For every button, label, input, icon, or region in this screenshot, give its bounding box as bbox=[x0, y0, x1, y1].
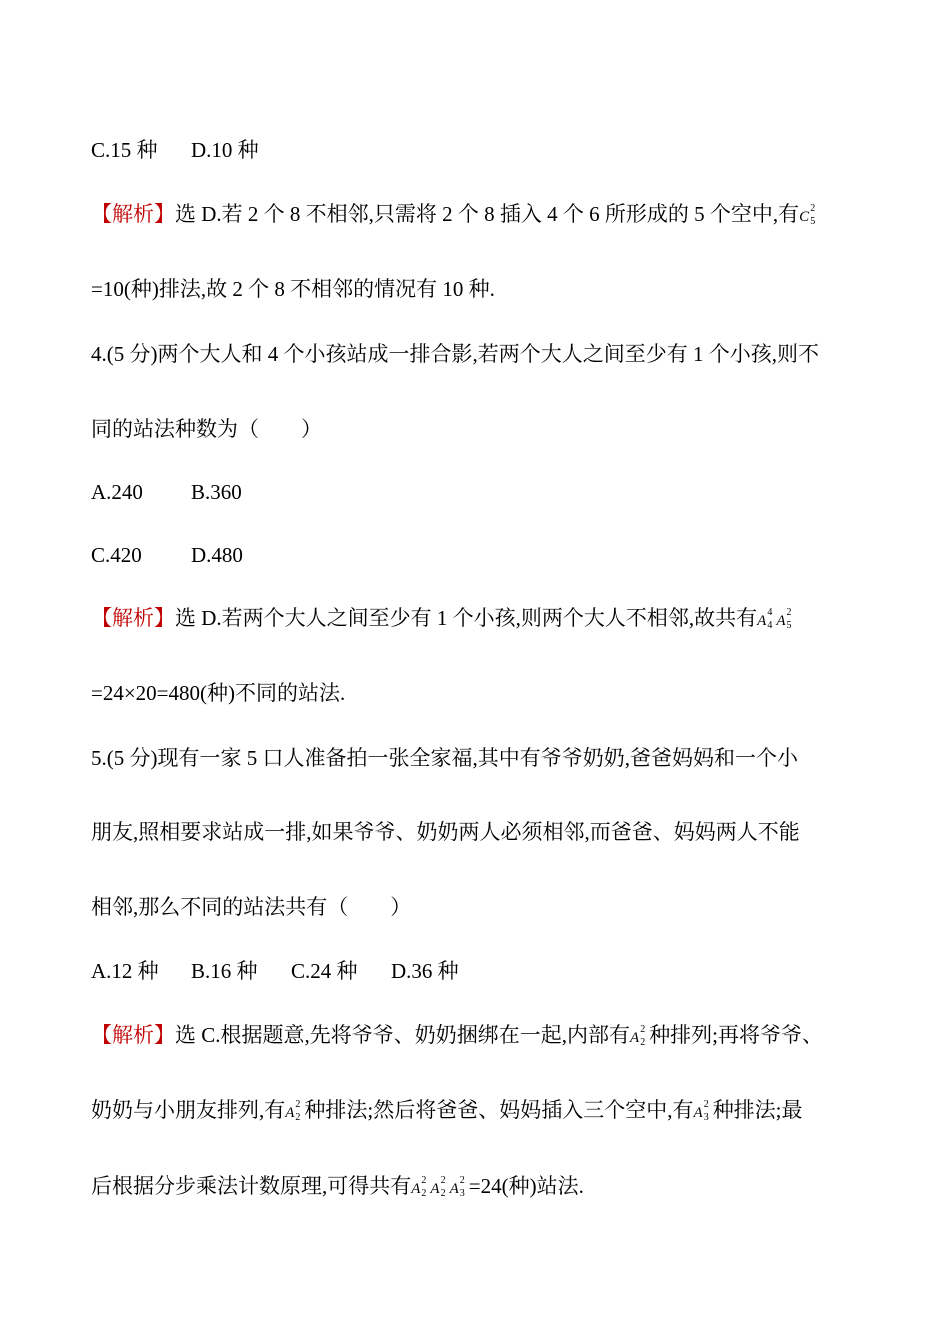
q5-answer-text-2b: 种排法;然后将爸爸、妈妈插入三个空中,有 bbox=[304, 1098, 694, 1122]
q5-option-b: B.16 种 bbox=[191, 959, 258, 983]
q5-math-a32-2: A 2 3 bbox=[449, 1175, 465, 1199]
q5-answer-line-1 bbox=[91, 1021, 823, 1052]
q5-answer-line-2 bbox=[91, 1096, 803, 1127]
q4-answer-line-2: =24×20=480(种)不同的站法. bbox=[91, 681, 346, 705]
q4-answer-tag: 【解析】 bbox=[91, 606, 175, 630]
q5-answer-tag: 【解析】 bbox=[91, 1023, 175, 1047]
q4-option-d: D.480 bbox=[191, 543, 243, 567]
q3-answer-text-1: 选 D.若 2 个 8 不相邻,只需将 2 个 8 插入 4 个 6 所形成的 5 个空中,有 bbox=[175, 202, 800, 226]
q3-option-d: D.10 种 bbox=[191, 138, 259, 162]
q5-option-a: A.12 种 bbox=[91, 959, 159, 983]
q5-question-line-2: 朋友,照相要求站成一排,如果爷爷、奶奶两人必须相邻,而爸爸、妈妈两人不能 bbox=[91, 820, 800, 844]
q4-math-a44: A 4 4 bbox=[757, 607, 773, 631]
q4-question-line-2: 同的站法种数为（ ） bbox=[91, 417, 322, 441]
q5-math-a22-2: A 2 2 bbox=[285, 1099, 301, 1123]
q5-question-line-3: 相邻,那么不同的站法共有（ ） bbox=[91, 895, 412, 919]
q4-option-c: C.420 bbox=[91, 543, 142, 567]
q5-option-d: D.36 种 bbox=[391, 959, 459, 983]
q5-answer-text-1a: 选 C.根据题意,先将爷爷、奶奶捆绑在一起,内部有 bbox=[175, 1023, 631, 1047]
q5-answer-line-3 bbox=[91, 1172, 584, 1203]
q5-math-a22-3: A 2 2 bbox=[411, 1175, 427, 1199]
q5-answer-text-3a: 后根据分步乘法计数原理,可得共有 bbox=[91, 1174, 412, 1198]
q5-math-a22-4: A 2 2 bbox=[430, 1175, 446, 1199]
q3-math-c52: C 2 5 bbox=[799, 203, 816, 227]
q3-answer-line-2: =10(种)排法,故 2 个 8 不相邻的情况有 10 种. bbox=[91, 277, 495, 301]
q4-math-a52: A 2 5 bbox=[776, 607, 792, 631]
q4-options-row-2 bbox=[91, 541, 243, 569]
q3-options-row bbox=[91, 136, 259, 164]
q5-answer-text-2a: 奶奶与小朋友排列,有 bbox=[91, 1098, 286, 1122]
q5-options-row bbox=[91, 957, 459, 985]
q5-math-a22-1: A 2 2 bbox=[630, 1024, 646, 1048]
q4-answer-text-1: 选 D.若两个大人之间至少有 1 个小孩,则两个大人不相邻,故共有 bbox=[175, 606, 758, 630]
q4-option-b: B.360 bbox=[191, 480, 242, 504]
q3-answer-tag: 【解析】 bbox=[91, 202, 175, 226]
q5-option-c: C.24 种 bbox=[291, 959, 358, 983]
q4-options-row-1 bbox=[91, 478, 242, 506]
q5-answer-text-2c: 种排法;最 bbox=[712, 1098, 803, 1122]
q5-answer-text-3b: =24(种)站法. bbox=[468, 1174, 584, 1198]
q3-option-c: C.15 种 bbox=[91, 138, 158, 162]
q4-option-a: A.240 bbox=[91, 480, 143, 504]
q5-math-a32: A 2 3 bbox=[693, 1099, 709, 1123]
q4-answer-line-1 bbox=[91, 604, 796, 635]
q5-question-line-1: 5.(5 分)现有一家 5 口人准备拍一张全家福,其中有爷爷奶奶,爸爸妈妈和一个小 bbox=[91, 746, 798, 770]
q3-answer-line-1 bbox=[91, 200, 819, 231]
q4-question-line-1: 4.(5 分)两个大人和 4 个小孩站成一排合影,若两个大人之间至少有 1 个小孩,则不 bbox=[91, 342, 819, 366]
q5-answer-text-1b: 种排列;再将爷爷、 bbox=[649, 1023, 824, 1047]
